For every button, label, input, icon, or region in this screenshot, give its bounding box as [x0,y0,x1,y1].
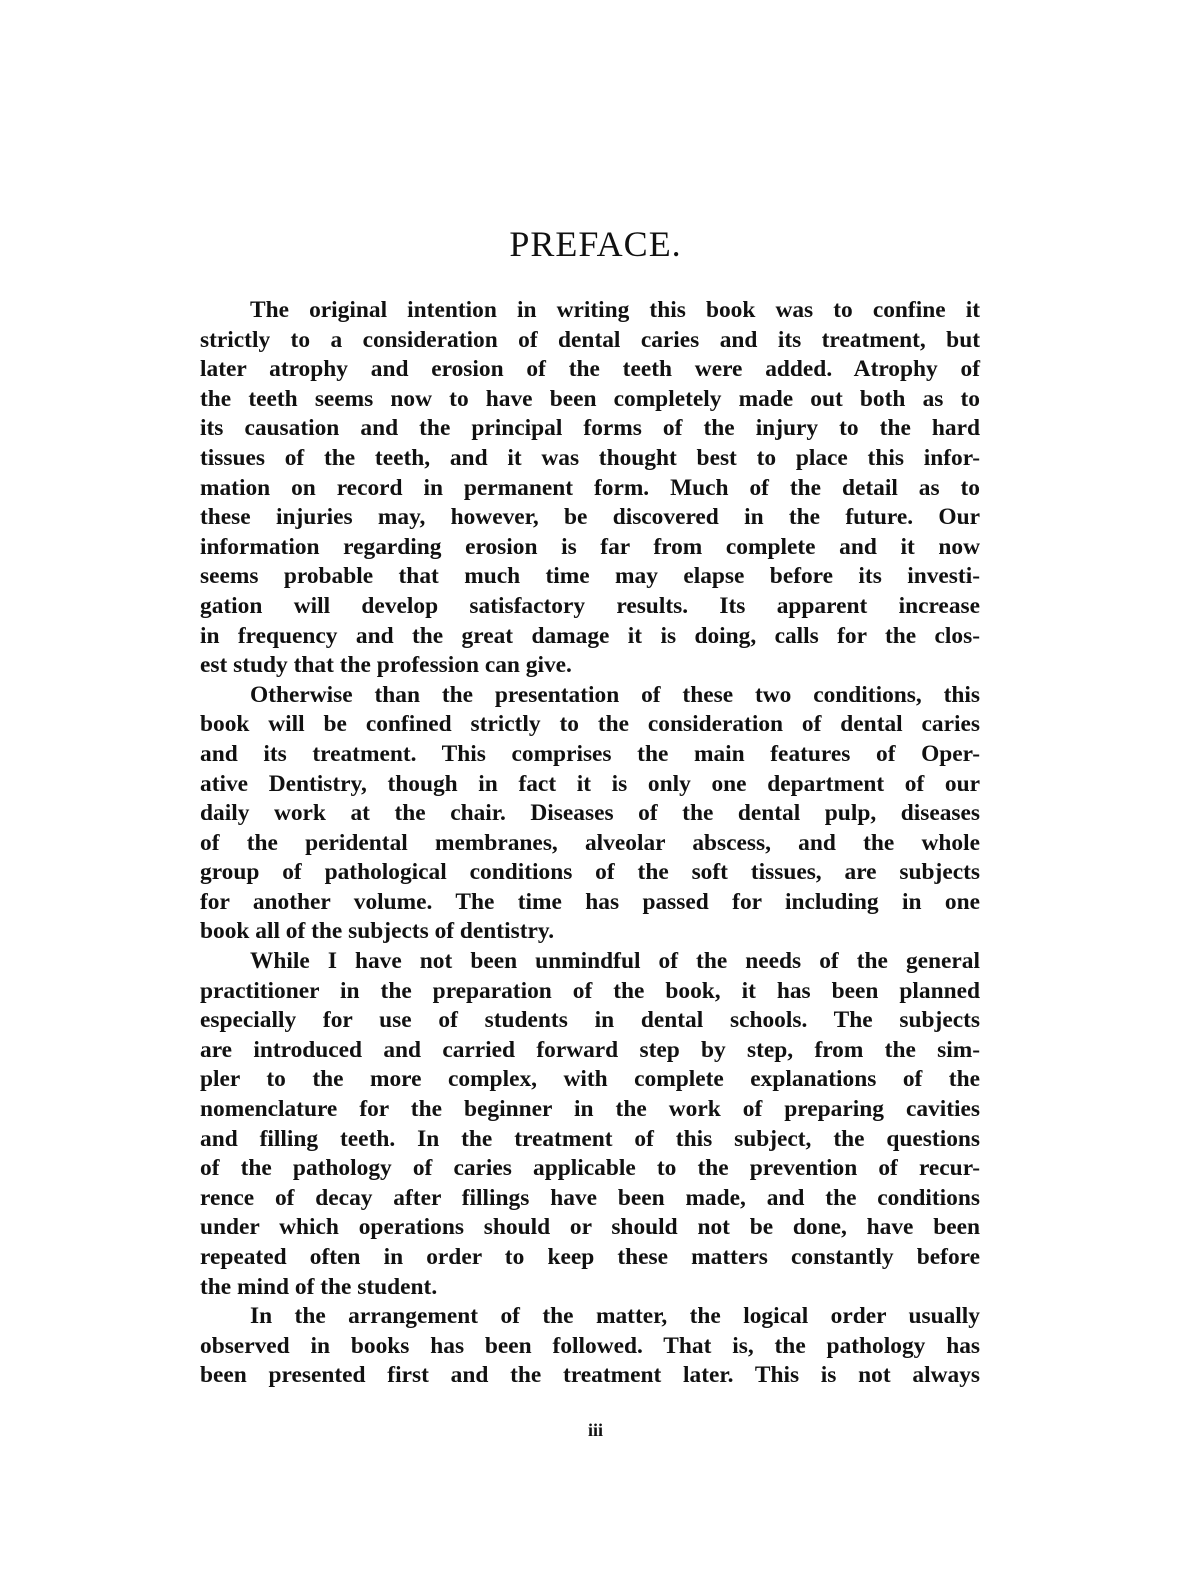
text-line: daily work at the chair. Diseases of the dental pulp, diseases [200,800,980,827]
text-line: and filling teeth. In the treatment of this subject, the questions [200,1125,980,1152]
text-line: especially for use of students in dental schools. The subjects [200,1007,980,1034]
text-line: information regarding erosion is far from complete and it now [200,533,980,560]
text-line: rence of decay after fillings have been made, and the conditions [200,1184,980,1211]
preface-body [200,296,980,1391]
text-line: ative Dentistry, though in fact it is only one department of our [200,770,980,797]
text-line: book will be confined strictly to the consideration of dental caries [200,711,980,738]
text-line: practitioner in the preparation of the book, it has been planned [200,977,980,1004]
text-line: later atrophy and erosion of the teeth were added. Atrophy of [200,356,980,383]
text-line: The original intention in writing this book was to confine it [250,297,980,323]
text-line: While I have not been unmindful of the needs of the general [250,948,980,975]
text-line: est study that the profession can give. [200,652,572,679]
paragraph [200,681,980,947]
text-line: mation on record in permanent form. Much of the detail as to [200,474,980,501]
text-line: and its treatment. This comprises the main features of Oper- [200,740,980,767]
text-line: under which operations should or should not be done, have been [200,1214,980,1241]
page-number: iii [587,1420,603,1440]
text-line: these injuries may, however, be discovered in the future. Our [200,504,980,531]
text-line: of the pathology of caries applicable to the prevention of recur- [200,1155,980,1182]
text-line: the teeth seems now to have been completely made out both as to [200,385,980,412]
paragraph [200,947,980,1302]
text-line: been presented first and the treatment later. This is not always [200,1362,980,1389]
text-line: nomenclature for the beginner in the work of preparing cavities [200,1096,980,1123]
text-line: strictly to a consideration of dental caries and its treatment, but [200,326,980,353]
text-line: pler to the more complex, with complete explanations of the [200,1066,980,1093]
text-line: of the peridental membranes, alveolar abscess, and the whole [200,829,980,856]
text-line: book all of the subjects of dentistry. [200,918,555,945]
text-line: are introduced and carried forward step by step, from the sim- [200,1036,980,1063]
paragraph [200,1302,980,1391]
text-line: In the arrangement of the matter, the logical order usually [250,1303,980,1330]
text-line: group of pathological conditions of the soft tissues, are subjects [200,859,980,886]
paragraph [200,296,980,681]
page-title: PREFACE. [509,224,682,264]
text-line: observed in books has been followed. That is, the pathology has [200,1332,980,1359]
text-line: gation will develop satisfactory results. Its apparent increase [200,592,980,619]
text-line: Otherwise than the presentation of these two conditions, this [250,681,980,708]
text-line: tissues of the teeth, and it was thought best to place this infor- [200,444,980,471]
text-line: for another volume. The time has passed for including in one [200,888,980,915]
text-line: repeated often in order to keep these matters constantly before [200,1244,980,1270]
text-line: the mind of the student. [200,1273,438,1300]
text-line: seems probable that much time may elapse before its investi- [200,563,980,590]
text-line: in frequency and the great damage it is doing, calls for the clos- [200,622,980,649]
text-line: its causation and the principal forms of the injury to the hard [200,415,980,442]
